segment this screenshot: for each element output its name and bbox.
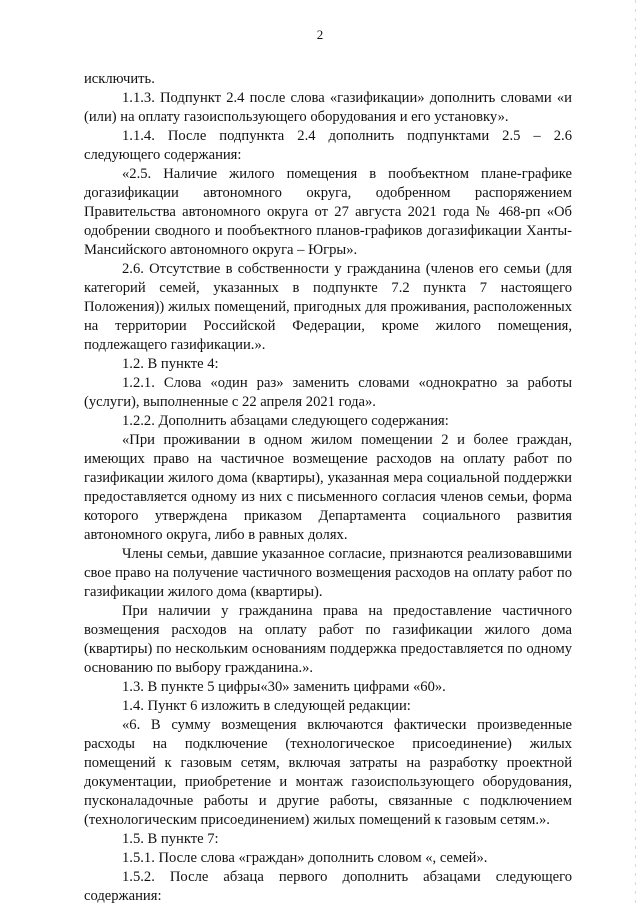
paragraph: 1.5.1. После слова «граждан» дополнить словом «, семей».: [122, 850, 488, 866]
page-number: 2: [316, 27, 324, 42]
paragraph: 1.2.2. Дополнить абзацами следующего содержания:: [122, 413, 449, 429]
paragraph: 1.2. В пункте 4:: [122, 356, 219, 372]
paragraph: 1.4. Пункт 6 изложить в следующей редакции:: [122, 698, 411, 714]
paragraph: 1.5. В пункте 7:: [122, 831, 219, 847]
paragraph: 1.1.3. Подпункт 2.4 после слова «газификации» дополнить словами «и (или) на оплату газоиспользующего оборудования и его установку».: [84, 90, 572, 125]
paragraph: При наличии у гражданина права на предоставление частичного возмещения расходов на оплату работ по газификации жилого дома (квартиры) по нескольким основаниям поддержка предоставляется по одному основанию по выбору гражданина.».: [84, 603, 572, 676]
paragraph: 1.2.1. Слова «один раз» заменить словами «однократно за работы (услуги), выполненные с 22 апреля 2021 года».: [84, 375, 572, 410]
paragraph: Члены семьи, давшие указанное согласие, признаются реализовавшими свое право на получение частичного возмещения расходов на оплату работ по газификации жилого дома (квартиры).: [84, 546, 572, 600]
paragraph: 2.6. Отсутствие в собственности у гражданина (членов его семьи (для категорий семей, указанных в подпункте 7.2 пункта 7 настоящего Положения)) жилых помещений, пригодных для проживания, расположенных на территории Российской Федерации, кроме жилого помещения, подлежащего газификации.».: [84, 261, 572, 353]
paragraph: «При проживании в одном жилом помещении 2 и более граждан, имеющих право на частичное возмещение расходов на оплату работ по газификации жилого дома (квартиры), указанная мера социальной поддержки предоставляется одному из них с письменного согласия членов семьи, форма которого утверждена приказом Департамента социального развития автономного округа, либо в равных долях.: [84, 432, 572, 543]
paragraph: «2.5. Наличие жилого помещения в пообъектном плане-графике догазификации автономного округа, одобренном распоряжением Правительства автономного округа от 27 августа 2021 года № 468-рп «Об одобрении сводного и пообъектного планов-графиков догазификации Ханты-Мансийского автономного округа – Югры».: [84, 166, 572, 258]
document-body: [84, 70, 572, 906]
paragraph: исключить.: [84, 71, 155, 87]
scan-edge-mark: [635, 0, 636, 905]
paragraph: 1.5.2. После абзаца первого дополнить абзацами следующего содержания:: [84, 869, 572, 904]
paragraph: 1.3. В пункте 5 цифры«30» заменить цифрами «60».: [122, 679, 446, 695]
paragraph: «6. В сумму возмещения включаются фактически произведенные расходы на подключение (технологическое присоединение) жилых помещений к газовым сетям, включая затраты на разработку проектной документации, приобретение и монтаж газоиспользующего оборудования, пусконаладочные работы и другие работы, связанные с подключением (технологическим присоединением) жилых помещений к газовым сетям.».: [84, 717, 572, 828]
paragraph: 1.1.4. После подпункта 2.4 дополнить подпунктами 2.5 – 2.6 следующего содержания:: [84, 128, 572, 163]
